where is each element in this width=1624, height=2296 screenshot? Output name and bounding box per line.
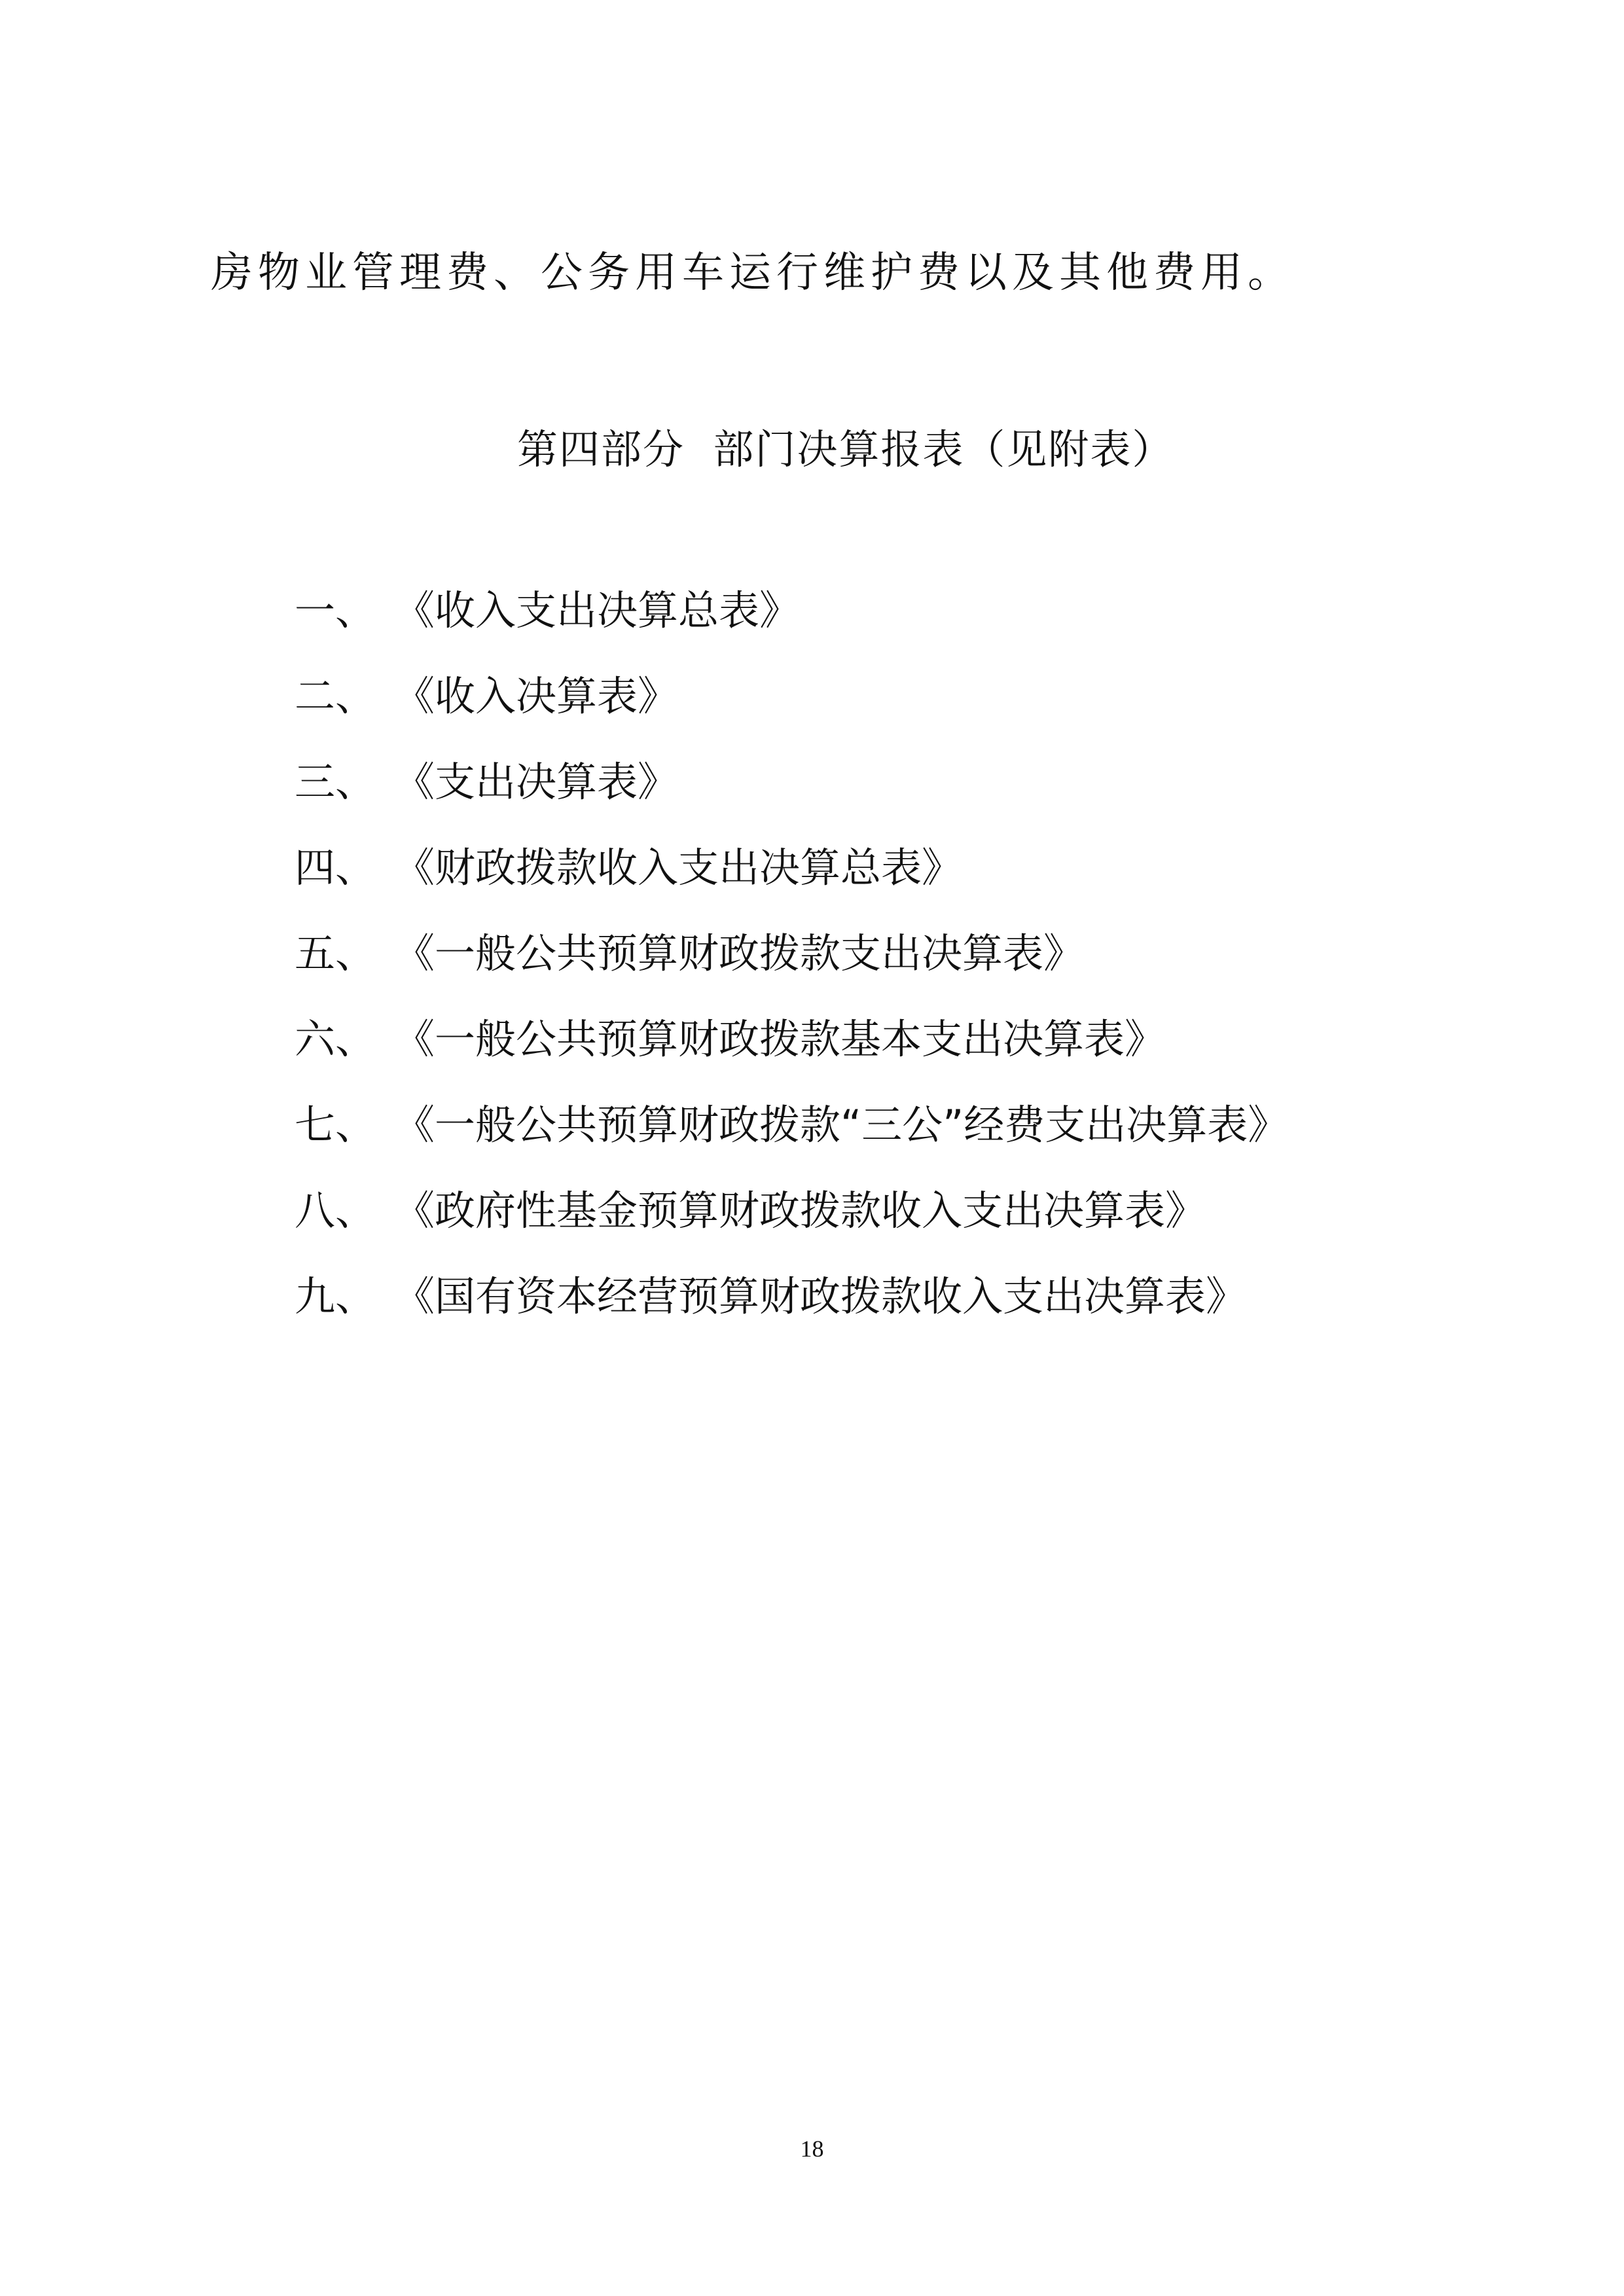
list-item: [295, 1010, 1288, 1096]
list-item-number: 三、: [295, 758, 376, 806]
list-item-title: 《一般公共预算财政拨款“三公”经费支出决算表》: [394, 1101, 1289, 1149]
list-item-title: 《收入决算表》: [394, 672, 679, 720]
section-heading: 第四部分 部门决算报表（见附表）: [517, 425, 1174, 473]
continuation-paragraph: 房物业管理费、公务用车运行维护费以及其他费用。: [211, 249, 1295, 297]
page-number: 18: [800, 2136, 824, 2162]
list-item-title: 《收入支出决算总表》: [394, 586, 801, 634]
list-item-number: 四、: [295, 844, 376, 891]
list-item-title: 《一般公共预算财政拨款基本支出决算表》: [394, 1015, 1166, 1063]
list-item-title: 《财政拨款收入支出决算总表》: [394, 844, 963, 891]
list-item: [295, 924, 1288, 1010]
list-item: [295, 1267, 1288, 1353]
list-item: [295, 581, 1288, 667]
list-item: [295, 753, 1288, 838]
list-item: [295, 1181, 1288, 1267]
list-item-title: 《国有资本经营预算财政拨款收入支出决算表》: [394, 1272, 1247, 1320]
list-item-title: 《政府性基金预算财政拨款收入支出决算表》: [394, 1187, 1206, 1234]
list-item-number: 一、: [295, 586, 376, 634]
list-item-number: 六、: [295, 1015, 376, 1063]
report-table-list: [295, 581, 1288, 1353]
list-item: [295, 1096, 1288, 1181]
list-item-number: 九、: [295, 1272, 376, 1320]
list-item-number: 五、: [295, 929, 376, 977]
list-item-number: 七、: [295, 1101, 376, 1149]
list-item: [295, 838, 1288, 924]
list-item: [295, 667, 1288, 753]
list-item-title: 《支出决算表》: [394, 758, 679, 806]
list-item-title: 《一般公共预算财政拨款支出决算表》: [394, 929, 1085, 977]
list-item-number: 八、: [295, 1187, 376, 1234]
list-item-number: 二、: [295, 672, 376, 720]
